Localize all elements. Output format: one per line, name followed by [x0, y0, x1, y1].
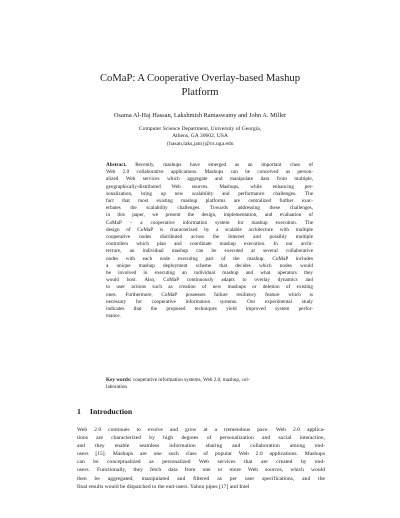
abstract-line: nodes with each node executing part of the mashup. CoMaP includes — [106, 255, 313, 262]
abstract-line: ones. Furthermore, CoMaP possesses failure resiliency feature which is — [106, 291, 313, 298]
body-line: and they enable seamless information sharing and collaboration among end- — [77, 443, 325, 450]
title-line-2: Platform — [181, 87, 219, 98]
keywords-text: cooperative information systems, Web 2.0, mashup, col- — [132, 377, 250, 383]
section-heading — [77, 407, 132, 417]
keywords-line — [106, 377, 313, 384]
abstract-line: design of CoMaP is characterized by a scalable architecture with multiple — [106, 226, 313, 233]
abstract-line: mance. — [106, 313, 121, 320]
abstract — [106, 162, 313, 320]
abstract-line: cooperative nodes distributed across the Internet and possibly multiple — [106, 234, 313, 241]
section-number: 1 — [77, 407, 81, 416]
title-line-1: CoMaP: A Cooperative Overlay-based Mashup — [99, 73, 301, 84]
body-line: then be aggregated, manipulated and filtered as per user specifications, and the — [77, 475, 325, 482]
abstract-line: fact that most existing mashup platforms are centralized further exac- — [106, 198, 313, 205]
abstract-line: alized Web services which aggregate and manipulate data from multiple, — [106, 176, 313, 183]
affiliation-emails: {hasan,laks,jam}@cs.uga.edu — [166, 140, 234, 147]
paper-title — [60, 72, 340, 100]
abstract-line: CoMaP – a cooperative information system for mashup execution. The — [106, 219, 313, 226]
abstract-line: erbates the scalability challenges. Towards addressing these challenges, — [106, 205, 313, 212]
abstract-line: geographically-distributed Web sources. Mashups, while enhancing per- — [106, 183, 313, 190]
section-title: Introduction — [89, 407, 133, 416]
affiliation-block — [60, 126, 340, 148]
body-line: tions are characterized by high degrees of personalization and social interaction, — [77, 435, 325, 442]
abstract-line: to user actions such as creation of new mashups or deletion of existing — [106, 284, 313, 291]
body-line: Web 2.0 continues to evolve and grow at a tremendous pace. Web 2.0 applica- — [77, 427, 325, 433]
abstract-line: sonalization, bring up new scalability and performance challenges. The — [106, 190, 313, 197]
abstract-line: controllers which plan and coordinate mashup execution. In our archi- — [106, 241, 313, 248]
abstract-label: Abstract. — [106, 162, 127, 168]
body-line: can be conceptualized as personalized Web services that are created by end- — [77, 459, 325, 466]
abstract-line — [106, 162, 313, 169]
affiliation-department: Computer Science Department, University of Georgia, — [138, 126, 262, 132]
abstract-line: be involved in executing an individual mashup and what operators they — [106, 270, 313, 277]
body-line: users [15]. Mashups are one such class of popular Web 2.0 applications. Mashups — [77, 451, 325, 458]
author-list: Osama Al-Haj Hassan, Lakshmish Ramaswamy and John A. Miller — [113, 112, 287, 119]
abstract-line: tecture, an individual mashup can be executed at several collaborative — [106, 248, 313, 255]
abstract-line: necessary for cooperative information systems. Our experimental study — [106, 298, 313, 305]
affiliation-address: Athens, GA 30602, USA — [172, 133, 228, 140]
body-line: final results would be dispatched to the end-users. Yahoo pipes [17] and Intel — [77, 483, 250, 490]
abstract-line-text: Recently, mashups have emerged as an important class of — [135, 162, 313, 168]
abstract-line: would host. Also, CoMaP continuously adapts to overlay dynamics and — [106, 277, 313, 284]
keywords — [106, 377, 313, 391]
abstract-line: indicates that the proposed techniques yield improved system perfor- — [106, 306, 313, 313]
keywords-label: Key words: — [106, 377, 132, 383]
abstract-line: a unique mashup deployment scheme that decides which nodes would — [106, 262, 313, 269]
body-text — [77, 426, 325, 491]
body-line: users. Functionally, they fetch data from one or more Web sources, which would — [77, 467, 325, 474]
keywords-line: laboration — [106, 384, 128, 391]
abstract-line: Web 2.0 collaborative applications. Mashups can be conceived as person- — [106, 169, 313, 176]
abstract-line: in this paper, we present the design, implementation, and evaluation of — [106, 212, 313, 219]
